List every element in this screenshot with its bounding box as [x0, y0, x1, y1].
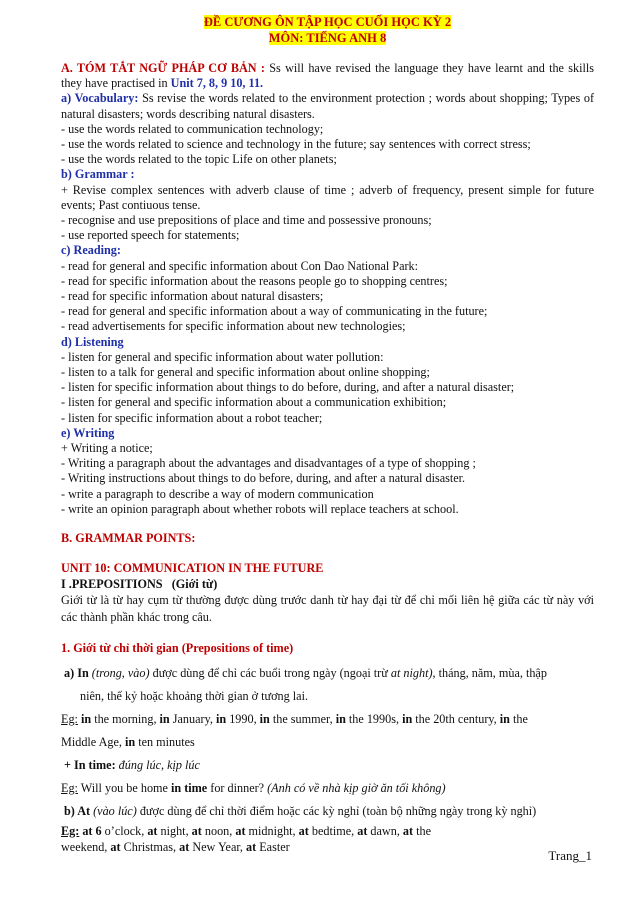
vocabulary-paragraph: a) Vocabulary: Ss revise the words related to the environment protection ; words about shopping; Types of natural disasters; words describing natural disasters. — [61, 91, 595, 121]
vocabulary-list — [61, 122, 594, 168]
in-rule: a) In (trong, vào) được dùng để chỉ các buổi trong ngày (ngoại trừ at night), tháng, năm, mùa, thập — [64, 665, 547, 680]
prepositions-heading: I .PREPOSITIONS (Giới từ) — [61, 576, 218, 591]
writing-label: e) Writing — [61, 425, 115, 440]
list-item: - use reported speech for statements; — [61, 228, 240, 243]
units-list: Unit 7, 8, 9 10, 11. — [170, 76, 264, 91]
document-subtitle: MÔN: TIẾNG ANH 8 — [268, 31, 387, 45]
in-example-cont: Middle Age, in ten minutes — [61, 734, 195, 749]
page-number: Trang_1 — [548, 848, 592, 863]
list-item: - write a paragraph to describe a way of modern communication — [61, 486, 374, 501]
list-item: - read for specific information about natural disasters; — [61, 289, 324, 304]
list-item: - listen to a talk for general and specific information about online shopping; — [61, 365, 430, 380]
in-time-example: Eg: Will you be home in time for dinner? (Anh có về nhà kịp giờ ăn tối không) — [61, 780, 446, 795]
section-a-intro: A. TÓM TẮT NGỮ PHÁP CƠ BẢN : Ss will have revised the language they have learnt and the skills they have practised in Unit 7, 8, 9 10, 11. — [61, 61, 594, 91]
section-b-heading: B. GRAMMAR POINTS: — [61, 531, 196, 546]
in-time-rule: + In time: đúng lúc, kịp lúc — [64, 757, 200, 772]
reading-label: c) Reading: — [61, 243, 121, 258]
in-example: Eg: in the morning, in January, in 1990, in the summer, in the 1990s, in the 20th century, in the — [61, 711, 528, 726]
writing-list — [61, 441, 594, 517]
list-item: - listen for general and specific information about water pollution: — [61, 349, 384, 364]
at-example: Eg: at 6 o’clock, at night, at noon, at midnight, at bedtime, at dawn, at the — [61, 823, 432, 838]
document-page — [61, 14, 594, 855]
list-item: - listen for specific information about a robot teacher; — [61, 410, 323, 425]
list-item: - use the words related to communication technology; — [61, 121, 324, 136]
section-b — [61, 531, 594, 855]
list-item: - read for general and specific information about Con Dao National Park: — [61, 258, 419, 273]
vocabulary-label: a) Vocabulary: — [61, 91, 139, 106]
list-item: - listen for general and specific information about a communication exhibition; — [61, 395, 447, 410]
document-title: ĐỀ CƯƠNG ÔN TẬP HỌC CUỐI HỌC KỲ 2 — [203, 15, 452, 29]
time-prepositions-heading: 1. Giới từ chỉ thời gian (Prepositions of time) — [61, 640, 294, 655]
grammar-label: b) Grammar : — [61, 167, 135, 182]
listening-label: d) Listening — [61, 334, 124, 349]
section-a-heading: A. TÓM TẮT NGỮ PHÁP CƠ BẢN : — [61, 61, 265, 75]
unit-heading: UNIT 10: COMMUNICATION IN THE FUTURE — [61, 561, 324, 576]
list-item: - Writing instructions about things to do before, during, and after a natural disaster. — [61, 471, 466, 486]
list-item: - read for specific information about the reasons people go to shopping centres; — [61, 273, 448, 288]
list-item: + Writing a notice; — [61, 441, 153, 456]
list-item: - recognise and use prepositions of place and time and possessive pronouns; — [61, 213, 432, 228]
reading-list — [61, 259, 594, 335]
list-item: - read for general and specific information about a way of communicating in the future; — [61, 304, 488, 319]
list-item: - write an opinion paragraph about whether robots will replace teachers at school. — [61, 501, 459, 516]
at-rule: b) At (vào lúc) được dùng để chỉ thời điểm hoặc các kỳ nghỉ (toàn bộ những ngày trong kỳ nghỉ) — [64, 803, 537, 818]
at-example-cont: weekend, at Christmas, at New Year, at Easter — [61, 839, 290, 854]
list-item: - use the words related to science and technology in the future; say sentences with correct stress; — [61, 137, 531, 152]
in-rule-cont: niên, thế kỷ hoặc khoảng thời gian ở tương lai. — [80, 688, 309, 703]
list-item: - listen for specific information about things to do before, during, and after a natural disaster; — [61, 380, 515, 395]
list-item: + Revise complex sentences with adverb clause of time ; adverb of frequency, present simple for future events; Past contiuous tense. — [61, 182, 594, 212]
list-item: - Writing a paragraph about the advantages and disadvantages of a type of shopping ; — [61, 456, 476, 471]
list-item: - read advertisements for specific information about new technologies; — [61, 319, 406, 334]
grammar-list — [61, 183, 594, 244]
section-a — [61, 61, 594, 517]
listening-list — [61, 350, 594, 426]
list-item: - use the words related to the topic Life on other planets; — [61, 152, 337, 167]
prepositions-definition: Giới từ là từ hay cụm từ thường được dùng trước danh từ hay đại từ để chỉ mối liên hệ giữa các từ này với các thành phần khác trong câu. — [61, 592, 594, 624]
